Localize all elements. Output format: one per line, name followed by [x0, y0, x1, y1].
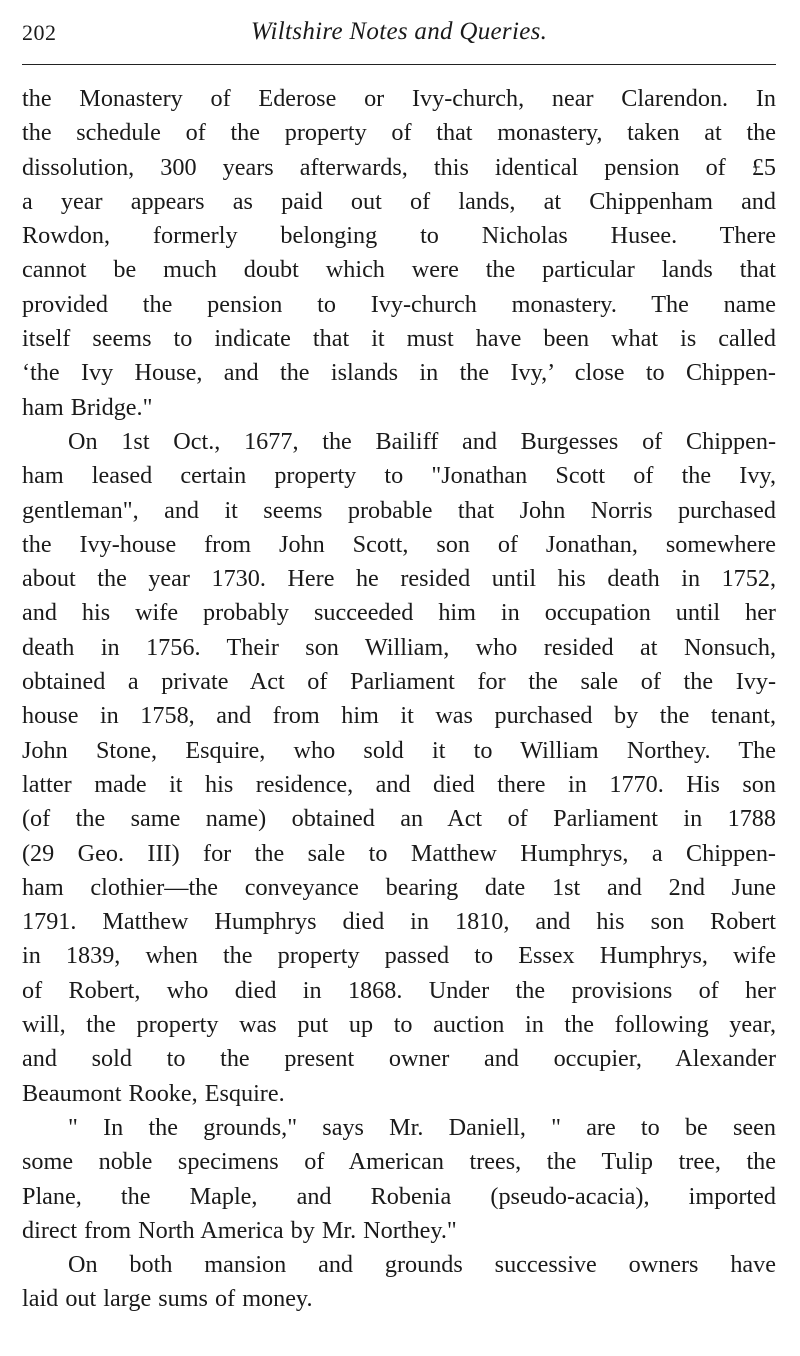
- running-title: Wiltshire Notes and Queries.: [250, 18, 548, 45]
- page-number: 202: [22, 20, 57, 45]
- text-line: John Stone, Esquire, who sold it to William Northey. The: [22, 736, 776, 764]
- text-line: On 1st Oct., 1677, the Bailiff and Burgesses of Chippen-: [68, 427, 776, 455]
- text-line: the Ivy-house from John Scott, son of Jonathan, somewhere: [22, 530, 776, 558]
- text-line: " In the grounds," says Mr. Daniell, " are to be seen: [68, 1113, 776, 1141]
- text-line: (of the same name) obtained an Act of Parliament in 1788: [22, 805, 776, 833]
- body-text: [22, 82, 776, 1317]
- text-line: ham clothier—the conveyance bearing date 1st and 2nd June: [22, 873, 776, 901]
- paragraph-continuation: [22, 82, 776, 425]
- text-line: itself seems to indicate that it must have been what is called: [22, 325, 776, 353]
- text-line: cannot be much doubt which were the particular lands that: [22, 256, 776, 284]
- paragraph-ivy-house-history: [22, 425, 776, 1111]
- text-line: ham leased certain property to "Jonathan Scott of the Ivy,: [22, 462, 776, 490]
- text-line: direct from North America by Mr. Northey.": [22, 1216, 457, 1244]
- text-line: provided the pension to Ivy-church monastery. The name: [22, 290, 776, 318]
- header-rule: [22, 64, 776, 65]
- text-line: laid out large sums of money.: [22, 1285, 313, 1313]
- text-line: Beaumont Rooke, Esquire.: [22, 1079, 285, 1107]
- page-header: [22, 18, 776, 52]
- text-line: 1791. Matthew Humphrys died in 1810, and his son Robert: [22, 908, 776, 936]
- text-line: the Monastery of Ederose or Ivy-church, near Clarendon. In: [22, 85, 776, 112]
- text-line: On both mansion and grounds successive owners have: [68, 1251, 776, 1279]
- text-line: some noble specimens of American trees, the Tulip tree, the: [22, 1148, 776, 1176]
- text-line: will, the property was put up to auction in the following year,: [22, 1011, 776, 1039]
- text-line: ‘the Ivy House, and the islands in the Ivy,’ close to Chippen-: [22, 359, 776, 387]
- paragraph-closing: [22, 1248, 776, 1317]
- text-line: and his wife probably succeeded him in occupation until her: [22, 599, 776, 627]
- text-line: latter made it his residence, and died there in 1770. His son: [22, 770, 776, 798]
- text-line: obtained a private Act of Parliament for the sale of the Ivy-: [22, 668, 776, 696]
- text-line: the schedule of the property of that monastery, taken at the: [22, 119, 776, 147]
- text-line: Plane, the Maple, and Robenia (pseudo-acacia), imported: [22, 1182, 776, 1210]
- text-line: and sold to the present owner and occupier, Alexander: [22, 1045, 776, 1073]
- text-line: ham Bridge.": [22, 393, 153, 421]
- text-line: in 1839, when the property passed to Essex Humphrys, wife: [22, 942, 776, 970]
- text-line: death in 1756. Their son William, who resided at Nonsuch,: [22, 633, 776, 661]
- text-line: about the year 1730. Here he resided until his death in 1752,: [22, 565, 776, 593]
- text-line: of Robert, who died in 1868. Under the provisions of her: [22, 976, 776, 1004]
- text-line: Rowdon, formerly belonging to Nicholas Husee. There: [22, 222, 776, 250]
- paragraph-daniell-quote: [22, 1111, 776, 1248]
- text-line: gentleman", and it seems probable that John Norris purchased: [22, 496, 776, 524]
- text-line: a year appears as paid out of lands, at Chippenham and: [22, 187, 776, 215]
- text-line: (29 Geo. III) for the sale to Matthew Humphrys, a Chippen-: [22, 839, 776, 867]
- text-line: house in 1758, and from him it was purchased by the tenant,: [22, 702, 776, 730]
- text-line: dissolution, 300 years afterwards, this identical pension of £5: [22, 153, 776, 181]
